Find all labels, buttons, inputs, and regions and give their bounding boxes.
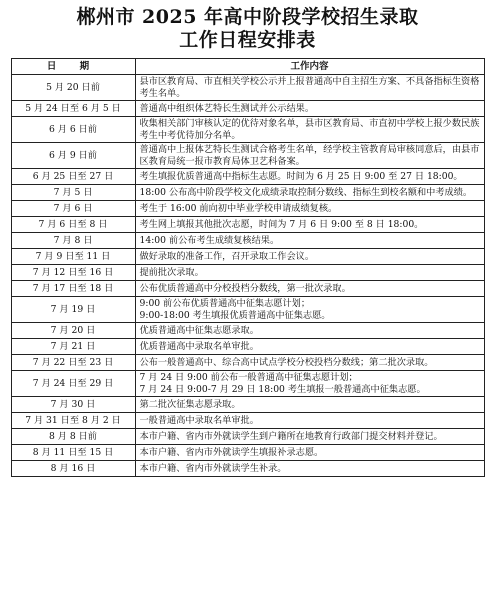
- row-date: 7 月 6 日至 8 日: [11, 217, 135, 233]
- row-date: 7 月 31 日至 8 月 2 日: [11, 413, 135, 429]
- table-row: [11, 413, 484, 429]
- table-row: [11, 355, 484, 371]
- row-content: 第二批次征集志愿录取。: [135, 397, 484, 413]
- table-row: [11, 265, 484, 281]
- row-content: 公布一般普通高中、综合高中试点学校分校投档分数线；第二批次录取。: [135, 355, 484, 371]
- row-content: 收集相关部门审核认定的优待对象名单，县市区教育局、市直初中学校上报少数民族考生中考优待加分名单。: [135, 117, 484, 143]
- row-date: 8 月 11 日至 15 日: [11, 445, 135, 461]
- header-content: 工作内容: [135, 59, 484, 75]
- row-content: 本市户籍、省内市外就读学生补录。: [135, 461, 484, 477]
- table-row: [11, 143, 484, 169]
- table-row: [11, 397, 484, 413]
- row-date: 7 月 24 日至 29 日: [11, 371, 135, 397]
- row-date: 7 月 17 日至 18 日: [11, 281, 135, 297]
- row-content: 县市区教育局、市直相关学校公示并上报普通高中自主招生方案、不具备指标生资格考生名单。: [135, 75, 484, 101]
- row-content: 公布优质普通高中分校投档分数线，第一批次录取。: [135, 281, 484, 297]
- row-date: 6 月 6 日前: [11, 117, 135, 143]
- table-row: [11, 371, 484, 397]
- row-content: 做好录取的准备工作，召开录取工作会议。: [135, 249, 484, 265]
- table-row: [11, 281, 484, 297]
- row-content: 本市户籍、省内市外就读学生填报补录志愿。: [135, 445, 484, 461]
- table-row: [11, 185, 484, 201]
- row-content: 9:00 前公布优质普通高中征集志愿计划； 9:00-18:00 考生填报优质普通高中征集志愿。: [135, 297, 484, 323]
- header-date: 日 期: [11, 59, 135, 75]
- row-date: 7 月 30 日: [11, 397, 135, 413]
- row-date: 8 月 8 日前: [11, 429, 135, 445]
- row-date: 7 月 12 日至 16 日: [11, 265, 135, 281]
- table-body: [11, 75, 484, 477]
- table-header-row: [11, 59, 484, 75]
- row-content: 18:00 公布高中阶段学校文化成绩录取控制分数线、指标生到校名额和中考成绩。: [135, 185, 484, 201]
- row-content: 7 月 24 日 9:00 前公布一般普通高中征集志愿计划； 7 月 24 日 9:00-7 月 29 日 18:00 考生填报一般普通高中征集志愿。: [135, 371, 484, 397]
- row-date: 6 月 9 日前: [11, 143, 135, 169]
- table-row: [11, 323, 484, 339]
- table-row: [11, 339, 484, 355]
- row-content: 提前批次录取。: [135, 265, 484, 281]
- row-date: 7 月 5 日: [11, 185, 135, 201]
- document-title: [10, 6, 485, 52]
- title-line-2: 工作日程安排表: [179, 29, 316, 51]
- row-date: 6 月 25 日至 27 日: [11, 169, 135, 185]
- row-content: 一般普通高中录取名单审批。: [135, 413, 484, 429]
- table-row: [11, 429, 484, 445]
- title-line-1: 郴州市 2025 年高中阶段学校招生录取: [76, 6, 419, 28]
- row-date: 7 月 19 日: [11, 297, 135, 323]
- row-date: 7 月 21 日: [11, 339, 135, 355]
- row-date: 7 月 6 日: [11, 201, 135, 217]
- row-content: 考生于 16:00 前向初中毕业学校申请成绩复核。: [135, 201, 484, 217]
- table-row: [11, 445, 484, 461]
- row-date: 7 月 20 日: [11, 323, 135, 339]
- table-row: [11, 217, 484, 233]
- row-date: 8 月 16 日: [11, 461, 135, 477]
- row-content: 考生网上填报其他批次志愿，时间为 7 月 6 日 9:00 至 8 日 18:00。: [135, 217, 484, 233]
- row-date: 5 月 20 日前: [11, 75, 135, 101]
- table-row: [11, 297, 484, 323]
- schedule-table: [11, 58, 485, 477]
- row-date: 7 月 9 日至 11 日: [11, 249, 135, 265]
- row-date: 5 月 24 日至 6 月 5 日: [11, 101, 135, 117]
- table-row: [11, 233, 484, 249]
- table-row: [11, 75, 484, 101]
- row-content: 普通高中上报体艺特长生测试合格考生名单，经学校主管教育局审核同意后，由县市区教育局统一报市教育局体卫艺科备案。: [135, 143, 484, 169]
- table-row: [11, 461, 484, 477]
- row-content: 优质普通高中录取名单审批。: [135, 339, 484, 355]
- row-content: 考生填报优质普通高中指标生志愿。时间为 6 月 25 日 9:00 至 27 日 18:00。: [135, 169, 484, 185]
- row-content: 14:00 前公布考生成绩复核结果。: [135, 233, 484, 249]
- row-date: 7 月 22 日至 23 日: [11, 355, 135, 371]
- row-content: 优质普通高中征集志愿录取。: [135, 323, 484, 339]
- table-row: [11, 169, 484, 185]
- table-row: [11, 101, 484, 117]
- row-content: 本市户籍、省内市外就读学生到户籍所在地教育行政部门提交材料并登记。: [135, 429, 484, 445]
- row-date: 7 月 8 日: [11, 233, 135, 249]
- table-row: [11, 117, 484, 143]
- table-row: [11, 201, 484, 217]
- row-content: 普通高中组织体艺特长生测试并公示结果。: [135, 101, 484, 117]
- table-row: [11, 249, 484, 265]
